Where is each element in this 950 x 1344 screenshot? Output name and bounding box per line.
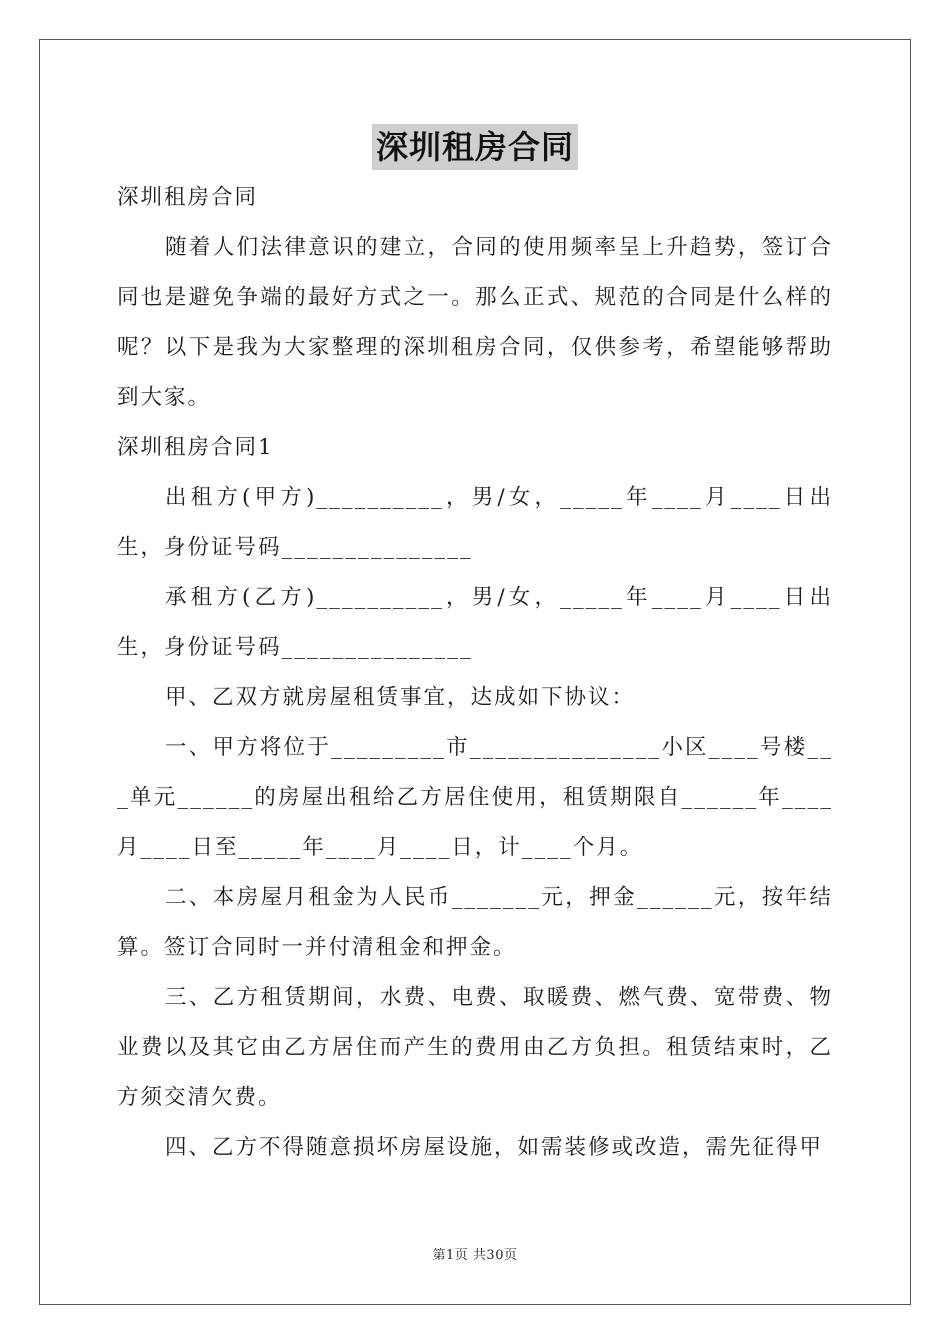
paragraph: 一、甲方将位于_________市_______________小区____号楼___单元______的房屋出租给乙方居住使用，租赁期限自______年____月____日至_____年____月____日，计____个月。 (117, 735, 833, 860)
paragraph: 出租方(甲方)__________，男/女，_____年____月____日出生，身份证号码_______________ (117, 485, 833, 560)
document-title: 深圳租房合同 (372, 124, 578, 170)
page-footer: 第1页 共30页 (432, 1248, 518, 1263)
paragraph: 四、乙方不得随意损坏房屋设施，如需装修或改造，需先征得甲 (165, 1135, 824, 1160)
paragraph: 随着人们法律意识的建立，合同的使用频率呈上升趋势，签订合同也是避免争端的最好方式之一。那么正式、规范的合同是什么样的呢？以下是我为大家整理的深圳租房合同，仅供参考，希望能够帮助到大家。 (117, 235, 833, 410)
document-body (117, 173, 833, 1173)
paragraph: 深圳租房合同 (117, 185, 259, 210)
paragraph: 三、乙方租赁期间，水费、电费、取暖费、燃气费、宽带费、物业费以及其它由乙方居住而产生的费用由乙方负担。租赁结束时，乙方须交清欠费。 (117, 985, 833, 1110)
paragraph: 二、本房屋月租金为人民币_______元，押金______元，按年结算。签订合同时一并付清租金和押金。 (117, 885, 833, 960)
title-container (0, 124, 950, 170)
paragraph: 承租方(乙方)__________，男/女，_____年____月____日出生，身份证号码_______________ (117, 585, 833, 660)
paragraph: 深圳租房合同1 (117, 435, 274, 460)
paragraph: 甲、乙双方就房屋租赁事宜，达成如下协议： (165, 685, 636, 710)
